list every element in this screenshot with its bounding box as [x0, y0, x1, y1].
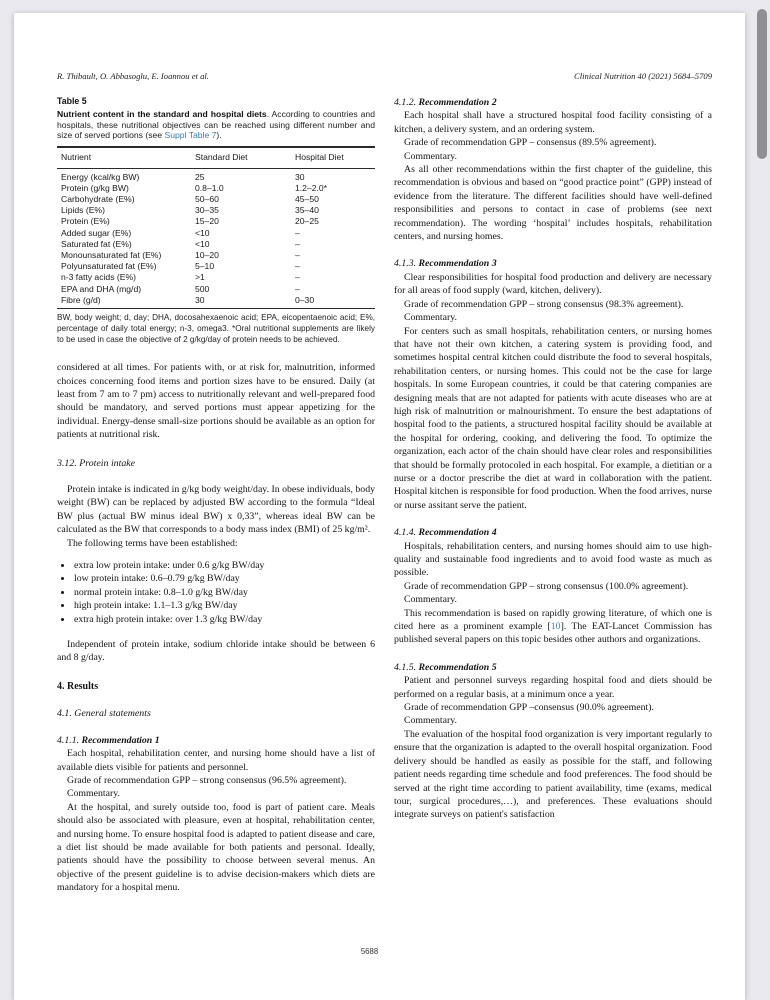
table-cell: 1.2–2.0*	[295, 182, 328, 193]
commentary-label: Commentary.	[404, 715, 457, 727]
grade-statement: Grade of recommendation GPP – strong consensus (98.3% agreement).	[404, 298, 684, 310]
table-cell: n-3 fatty acids (E%)	[61, 272, 136, 283]
table-cell: Polyunsaturated fat (E%)	[61, 261, 157, 272]
table-row	[57, 261, 375, 272]
table-cell: <10	[195, 238, 210, 249]
table-cell: 30–35	[195, 205, 219, 216]
table-row	[57, 216, 375, 227]
recommendation-body: Patient and personnel surveys regarding hospital food and diets should be performed on a regular basis, at a minimum once a year.	[394, 675, 712, 700]
table-body	[57, 168, 375, 308]
nutrient-table	[57, 146, 375, 309]
grade-statement: Grade of recommendation GPP – strong consensus (96.5% agreement).	[67, 774, 347, 786]
table-row	[57, 294, 375, 308]
section-heading-recommendation-5: 4.1.5. Recommendation 5	[394, 661, 497, 673]
table-cell: 50–60	[195, 194, 219, 205]
recommendation-body: Each hospital, rehabilitation center, and nursing home should have a list of available diets visible for patients and personnel.	[57, 748, 375, 773]
table-cell: Saturated fat (E%)	[61, 238, 132, 249]
table-header-row	[57, 147, 375, 168]
list-item: • extra high protein intake: over 1.3 g/kg BW/day	[73, 613, 375, 626]
table-cell: –	[295, 283, 300, 294]
commentary-paragraph: For centers such as small hospitals, rehabilitation centers, or nursing homes that have not their own kitchen, a catering system is providing food, and sometimes hospital central kitchen could distribute the food to several hospitals, rehabilitation centers, or nursing homes. This could not be the case for large hospitals. In some European countries, it could be that catering companies are designing meals that are not adapted for patients with acute diseases who are at high risk of malnutrition or malnourishment. To ensure the best adaptations of hospital food to the patients, a structured hospital facility should be available at the hospital for ordering, cooking, and delivering the food. To optimize the organization, each actor of the chain should have clear roles and responsibilities that should be formally protocoled in each hospital. For example, a dietitian or a nurse or a doctor prescribe the diet at ward in collaboration with the patient. Hospital kitchen is responsible for food production. When the food arrives, nurse or nurse assitant serve the patient.	[394, 325, 712, 511]
table-cell: –	[295, 250, 300, 260]
commentary-label: Commentary.	[404, 594, 457, 606]
table-cell: EPA and DHA (mg/d)	[61, 283, 142, 294]
section-heading-recommendation-4: 4.1.4. Recommendation 4	[394, 527, 497, 539]
table-cell: –	[295, 261, 300, 272]
table-cell: Carbohydrate (E%)	[61, 194, 135, 205]
column-header-nutrient: Nutrient	[57, 147, 193, 168]
table5-caption-bold: Nutrient content in the standard and hospital diets	[57, 109, 267, 119]
table-row	[57, 194, 375, 205]
table-cell: 20–25	[295, 216, 319, 227]
table-cell: 0.8–1.0	[195, 182, 224, 193]
body-paragraph: considered at all times. For patients with, or at risk for, malnutrition, informed choices concerning food items and portion sizes have to be ensured. Daily (at least from 7 am to 7 pm) access to nutritionally relevant and well-prepared food should be mandatory, and served portions must appear appetizing for the individual. Energy-dense small-size portions should be available as an option for patients at nutritional risk.	[57, 362, 375, 441]
table-row	[57, 227, 375, 238]
table-cell: –	[295, 238, 300, 249]
section-heading-results: 4. Results	[57, 680, 99, 692]
table-cell: <10	[195, 227, 210, 238]
recommendation-body: Hospitals, rehabilitation centers, and nursing homes should aim to use high-quality and sustainable food ingredients and to avoid food waste as much as possible.	[394, 540, 712, 579]
table-row	[57, 250, 375, 261]
table-cell: 45–50	[295, 194, 319, 205]
table-cell: Lipids (E%)	[61, 205, 105, 216]
table-row	[57, 168, 375, 182]
citation-link-10[interactable]: 10	[550, 621, 561, 633]
grade-statement: Grade of recommendation GPP – strong consensus (100.0% agreement).	[404, 580, 689, 592]
grade-statement: Grade of recommendation GPP – consensus (89.5% agreement).	[404, 137, 657, 149]
column-header-hospital-diet: Hospital Diet	[293, 147, 375, 168]
left-column	[57, 96, 375, 895]
table-cell: Fibre (g/d)	[61, 294, 101, 305]
table-cell: –	[295, 272, 300, 283]
table-cell: 30	[195, 294, 205, 305]
table-cell: 5–10	[195, 261, 215, 272]
table-cell: Protein (E%)	[61, 216, 110, 227]
section-heading-recommendation-3: 4.1.3. Recommendation 3	[394, 258, 497, 270]
table-cell: Protein (g/kg BW)	[61, 182, 129, 193]
table5-caption: Nutrient content in the standard and hospital diets. According to countries and hospitals, these nutritional objectives can be reached using different number and size of served portions (see Suppl Table 7).	[57, 109, 375, 141]
section-heading-protein-intake: 3.12. Protein intake	[57, 457, 136, 469]
table-cell: 30	[295, 171, 305, 182]
commentary-paragraph: As all other recommendations within the first chapter of the guideline, this recommendation is obvious and based on “good practice point” (GPP) instead of evidence from the literature. The different facilities should have well-defined responsibilities and persons to contact in case of problems (see next recommendation). The wording ‘hospital’ includes hospitals, rehabilitation centers, and nursing homes.	[394, 164, 712, 243]
commentary-label: Commentary.	[404, 150, 457, 162]
page-header	[57, 71, 712, 81]
table-cell: 15–20	[195, 216, 219, 227]
table-cell: 25	[195, 171, 205, 182]
table-cell: Monounsaturated fat (E%)	[61, 250, 162, 260]
table-cell: –	[295, 227, 300, 238]
scrollbar-thumb[interactable]	[757, 9, 767, 159]
table-cell: Added sugar (E%)	[61, 227, 132, 238]
section-heading-general-statements: 4.1. General statements	[57, 708, 151, 720]
section-heading-recommendation-1: 4.1.1. Recommendation 1	[57, 734, 160, 746]
table-cell: 0–30	[295, 294, 315, 305]
table5-footnote: BW, body weight; d, day; DHA, docosahexaenoic acid; EPA, eicopentaenoic acid; E%, percentage of daily total energy; n-3, omega3. *Oral nutritional supplements are likely to be used in case the objective of 2 g/kg/day of protein needs to be achieved.	[57, 313, 375, 345]
list-item: • low protein intake: 0.6–0.79 g/kg BW/day	[73, 572, 375, 585]
table-row	[57, 205, 375, 216]
table-row	[57, 182, 375, 193]
list-item: • extra low protein intake: under 0.6 g/kg BW/day	[73, 559, 375, 572]
commentary-label: Commentary.	[404, 312, 457, 324]
commentary-label: Commentary.	[67, 788, 120, 800]
table-cell: 10–20	[195, 250, 219, 260]
authors-line: R. Thibault, O. Abbasoglu, E. Ioannou et al.	[57, 71, 209, 81]
body-paragraph: Independent of protein intake, sodium chloride intake should be between 6 and 8 g/day.	[57, 639, 375, 664]
suppl-table-link[interactable]: Suppl Table 7	[164, 130, 217, 141]
section-heading-recommendation-2: 4.1.2. Recommendation 2	[394, 97, 497, 108]
commentary-paragraph: This recommendation is based on rapidly growing literature, of which one is cited here as a prominent example [10]. The EAT-Lancet Commission has published several papers on this topic besides other authors and organizations.	[394, 607, 712, 646]
table-cell: 500	[195, 283, 210, 294]
body-paragraph: Protein intake is indicated in g/kg body weight/day. In obese individuals, body weight (BW) can be replaced by adjusted BW according to the formula “Ideal BW plus (actual BW minus ideal BW) x 0,33”, whereas ideal BW can be calculated as the BW that corresponds to a body mass index (BMI) of 25 kg/m².	[57, 484, 375, 536]
table-row	[57, 238, 375, 249]
table-row	[57, 272, 375, 283]
table5-label: Table 5	[57, 96, 87, 106]
journal-ref: Clinical Nutrition 40 (2021) 5684–5709	[574, 71, 712, 81]
right-column	[394, 96, 712, 822]
document-page	[14, 13, 745, 1000]
list-item: • normal protein intake: 0.8–1.0 g/kg BW/day	[73, 586, 375, 599]
commentary-paragraph: The evaluation of the hospital food organization is very important regularly to ensure that the organization is adapted to the overall hospital organization. Food delivery should be handled as easily as possible for the staff, and following patient needs regarding time schedule and food preferences. The food should be served at the right time according to patient availability, time (exams, medical tour, surgical procedures,…), and preferences. These evaluations should integrate surveys on patient's satisfaction	[394, 728, 712, 821]
table-cell: Energy (kcal/kg BW)	[61, 171, 140, 182]
table-cell: 35–40	[295, 205, 319, 216]
table-row	[57, 283, 375, 294]
protein-levels-list	[57, 559, 375, 626]
recommendation-body: Clear responsibilities for hospital food production and delivery are necessary for all areas of food supply (ward, kitchen, delivery).	[394, 271, 712, 297]
page-number: 5688	[360, 947, 379, 956]
recommendation-body: Each hospital shall have a structured hospital food facility consisting of a kitchen, a delivery system, and an ordering system.	[394, 110, 712, 135]
grade-statement: Grade of recommendation GPP –consensus (90.0% agreement).	[404, 702, 654, 714]
table-cell: >1	[195, 272, 205, 283]
commentary-paragraph: At the hospital, and surely outside too, food is part of patient care. Meals should also be associated with pleasure, even at hospital, rehabilitation center, and nursing home. To ensure hospital food is adapted to patient disease and care, a diet list should be made available for both patients and personal. Ideally, patients should have the possibility to choose between several menus. An objective of the present guideline is to advise decision-makers which diets are mandatory for a hospital menu.	[57, 801, 375, 894]
column-header-standard-diet: Standard Diet	[193, 147, 293, 168]
list-item: • high protein intake: 1.1–1.3 g/kg BW/day	[73, 599, 375, 612]
body-paragraph: The following terms have been established:	[67, 537, 238, 549]
